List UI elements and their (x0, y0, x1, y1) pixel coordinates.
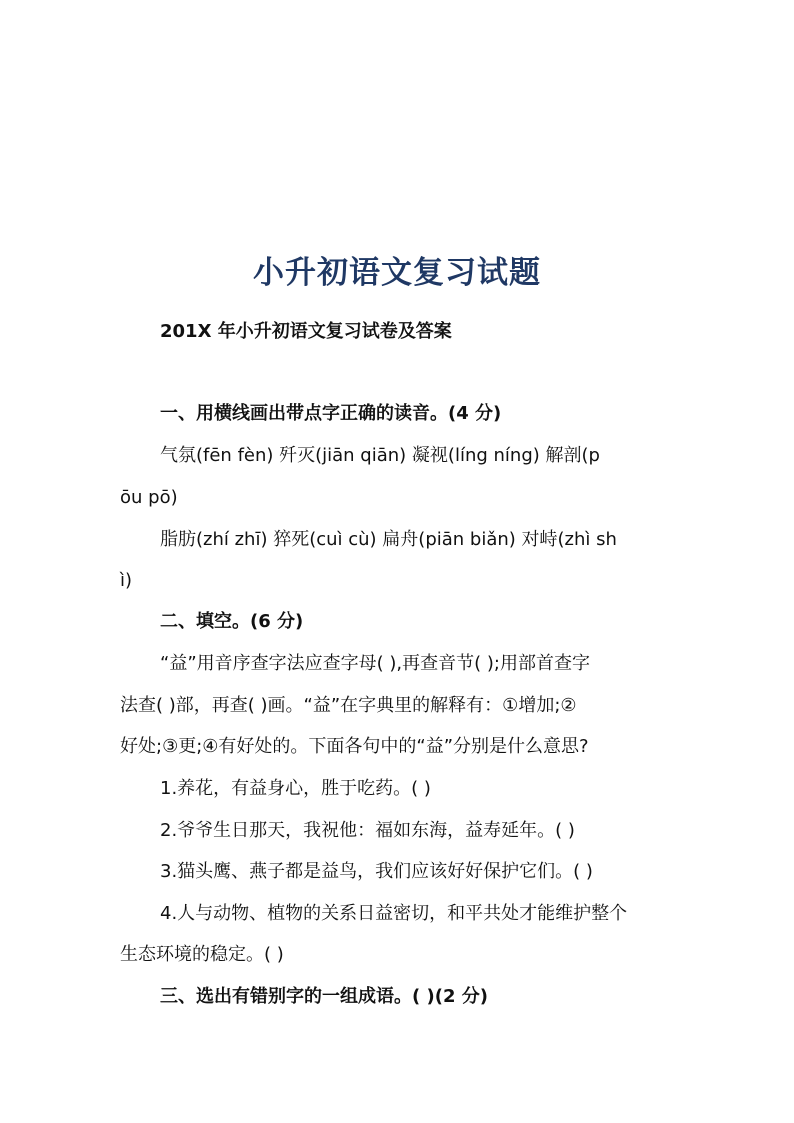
section-2-item-4: 4.人与动物、植物的关系日益密切，和平共处才能维护整个 (160, 903, 628, 924)
section-2-item-4-continued: 生态环境的稳定。( ) (120, 944, 284, 965)
document-subtitle: 201X 年小升初语文复习试卷及答案 (160, 321, 452, 342)
section-1-line-1: 气氛(fēn fèn) 歼灭(jiān qiān) 凝视(líng níng) 解剖(p (160, 445, 600, 466)
section-3-heading: 三、选出有错别字的一组成语。( )(2 分) (160, 986, 488, 1007)
section-2-heading: 二、填空。(6 分) (160, 611, 304, 632)
section-2-item-3: 3.猫头鹰、燕子都是益鸟，我们应该好好保护它们。( ) (160, 861, 593, 882)
section-2-item-1: 1.养花，有益身心，胜于吃药。( ) (160, 778, 431, 799)
section-1-line-3: 脂肪(zhí zhī) 猝死(cuì cù) 扁舟(piān biǎn) 对峙(zhì sh (160, 529, 617, 550)
section-2-paragraph-line-1: “益”用音序查字法应查字母( ),再查音节( );用部首查字 (160, 653, 590, 674)
section-2-item-2: 2.爷爷生日那天，我祝他：福如东海，益寿延年。( ) (160, 820, 575, 841)
section-2-paragraph-line-3: 好处;③更;④有好处的。下面各句中的“益”分别是什么意思? (120, 736, 589, 757)
section-1-line-4: ì) (120, 570, 133, 591)
section-1-line-2: ōu pō) (120, 487, 178, 508)
document-title: 小升初语文复习试题 (253, 255, 541, 291)
section-1-heading: 一、用横线画出带点字正确的读音。(4 分) (160, 403, 502, 424)
section-2-paragraph-line-2: 法查( )部，再查( )画。“益”在字典里的解释有：①增加;② (120, 695, 577, 716)
